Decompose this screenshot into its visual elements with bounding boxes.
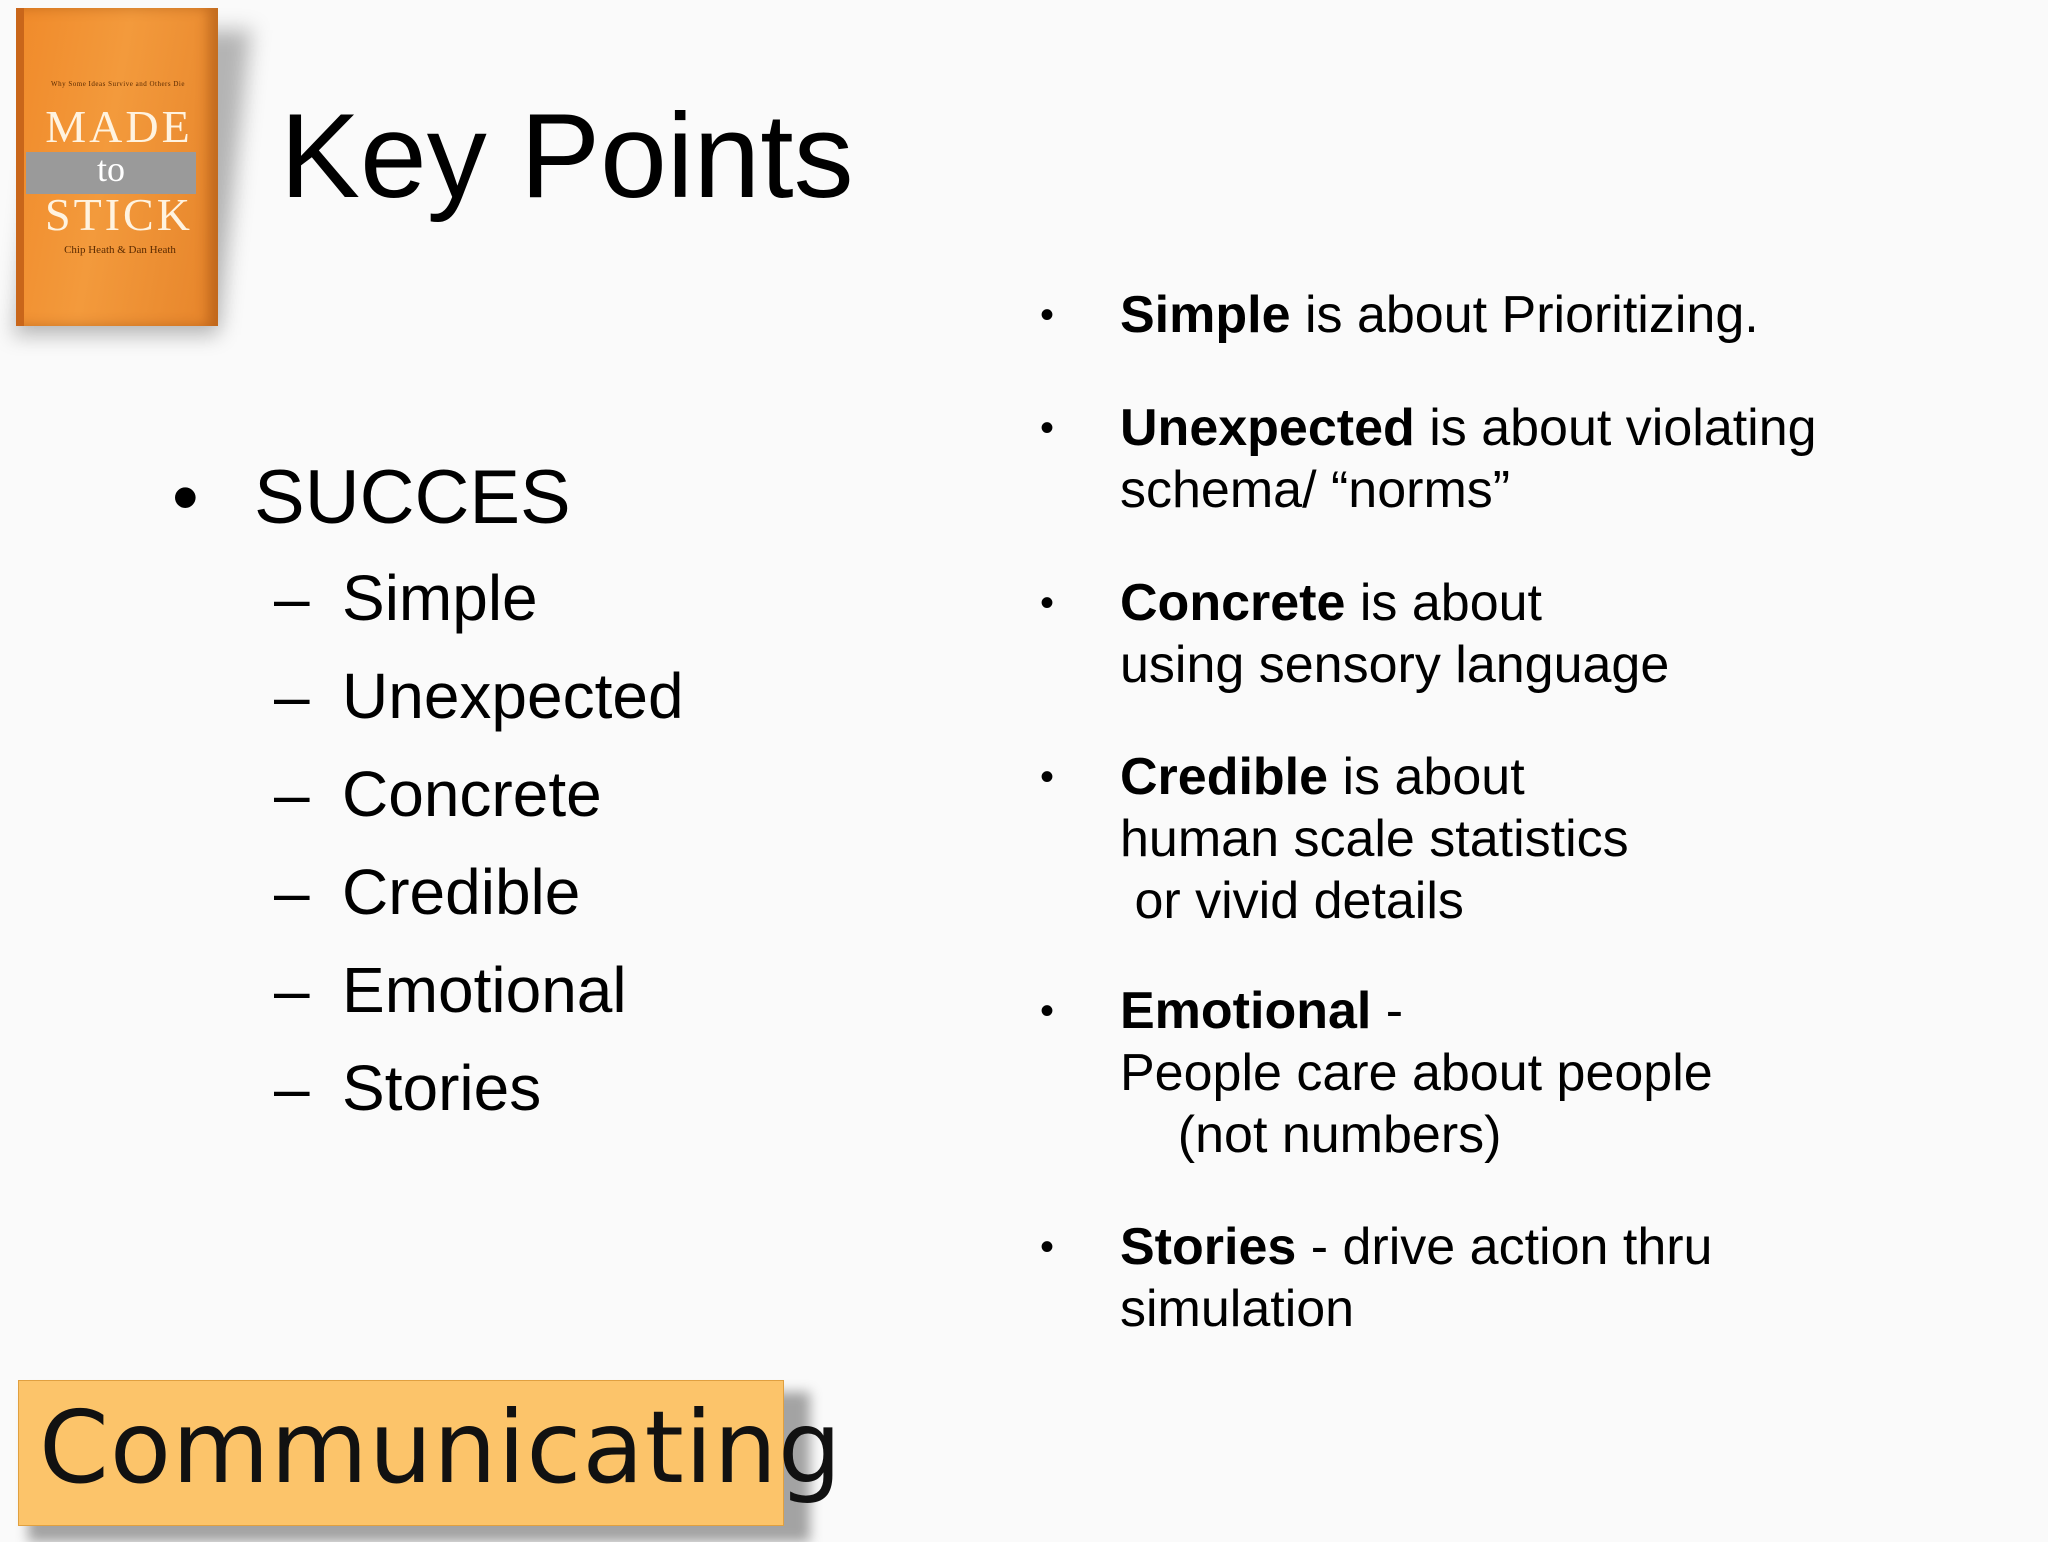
- point-concrete: [1040, 572, 2000, 746]
- list-item-label: SUCCES: [254, 455, 571, 540]
- point-rest: is about Prioritizing.: [1290, 286, 1759, 344]
- bullet-icon: •: [1040, 989, 1055, 1033]
- bullet-icon: •: [1040, 1225, 1055, 1269]
- point-line: [1120, 284, 2000, 346]
- communicating-banner: [18, 1380, 843, 1526]
- point-stories: [1040, 1216, 2000, 1340]
- point-line: [1120, 746, 2000, 808]
- point-unexpected: [1040, 397, 2000, 572]
- list-item-succes: [172, 455, 684, 540]
- book-title-made: MADE: [45, 101, 193, 152]
- sub-item-credible: [274, 856, 684, 958]
- point-text: [1120, 1216, 2000, 1340]
- book-title-stick: STICK: [45, 189, 193, 240]
- dash-icon: –: [274, 660, 310, 732]
- dash-icon: –: [274, 758, 310, 830]
- sub-item-label: Concrete: [342, 758, 602, 830]
- sub-item-label: Simple: [342, 562, 538, 634]
- point-keyword: Unexpected: [1120, 399, 1415, 457]
- bullet-icon: •: [1040, 581, 1055, 625]
- dash-icon: –: [274, 954, 310, 1026]
- book-tagline: Why Some Ideas Survive and Others Die: [51, 80, 185, 88]
- book-spine: [16, 8, 24, 326]
- point-rest: -: [1371, 982, 1404, 1040]
- point-line: simulation: [1120, 1280, 1355, 1338]
- point-line: (not numbers): [1120, 1106, 1502, 1164]
- point-line: [1120, 980, 2000, 1042]
- point-line: [1120, 1216, 2000, 1278]
- point-credible: [1040, 746, 2000, 980]
- point-keyword: Emotional: [1120, 982, 1372, 1040]
- bullet-icon: •: [1040, 755, 1055, 799]
- point-text: [1120, 284, 2000, 346]
- sub-item-unexpected: [274, 660, 684, 762]
- point-text: [1120, 397, 2000, 521]
- point-simple: [1040, 284, 2000, 397]
- point-keyword: Stories: [1120, 1218, 1297, 1276]
- sub-list: [274, 562, 684, 1154]
- dash-icon: –: [274, 562, 310, 634]
- point-rest: is about: [1328, 748, 1525, 806]
- sub-item-label: Credible: [342, 856, 581, 928]
- point-line: People care about people: [1120, 1044, 1713, 1102]
- point-rest: - drive action thru: [1296, 1218, 1713, 1276]
- book-title-to: to: [96, 149, 125, 189]
- book-cover-image: [16, 8, 218, 326]
- sub-item-stories: [274, 1052, 684, 1154]
- slide-title: Key Points: [280, 89, 854, 223]
- point-keyword: Credible: [1120, 748, 1329, 806]
- dash-icon: –: [274, 1052, 310, 1124]
- point-rest: is about violating: [1414, 399, 1817, 457]
- point-line: [1120, 572, 2000, 634]
- bullet-icon: •: [1040, 406, 1055, 450]
- sub-item-emotional: [274, 954, 684, 1056]
- point-line: or vivid details: [1120, 872, 1464, 930]
- point-line: human scale statistics: [1120, 810, 1629, 868]
- point-text: [1120, 980, 2000, 1166]
- banner-label: Communicating: [39, 1389, 843, 1506]
- point-text: [1120, 746, 2000, 932]
- point-line: [1120, 397, 2000, 459]
- left-bullet-list: [172, 455, 684, 1154]
- sub-item-concrete: [274, 758, 684, 860]
- sub-item-simple: [274, 562, 684, 664]
- point-rest: is about: [1345, 574, 1542, 632]
- sub-item-label: Unexpected: [342, 660, 684, 732]
- sub-item-label: Stories: [342, 1052, 542, 1124]
- point-emotional: [1040, 980, 2000, 1216]
- dash-icon: –: [274, 856, 310, 928]
- point-line: using sensory language: [1120, 636, 1670, 694]
- right-bullet-list: [1040, 284, 2000, 1340]
- bullet-icon: •: [172, 455, 199, 540]
- point-text: [1120, 572, 2000, 696]
- point-keyword: Simple: [1120, 286, 1291, 344]
- point-line: schema/ “norms”: [1120, 461, 1511, 519]
- book-authors: Chip Heath & Dan Heath: [64, 244, 176, 256]
- point-keyword: Concrete: [1120, 574, 1346, 632]
- sub-item-label: Emotional: [342, 954, 627, 1026]
- bullet-icon: •: [1040, 293, 1055, 337]
